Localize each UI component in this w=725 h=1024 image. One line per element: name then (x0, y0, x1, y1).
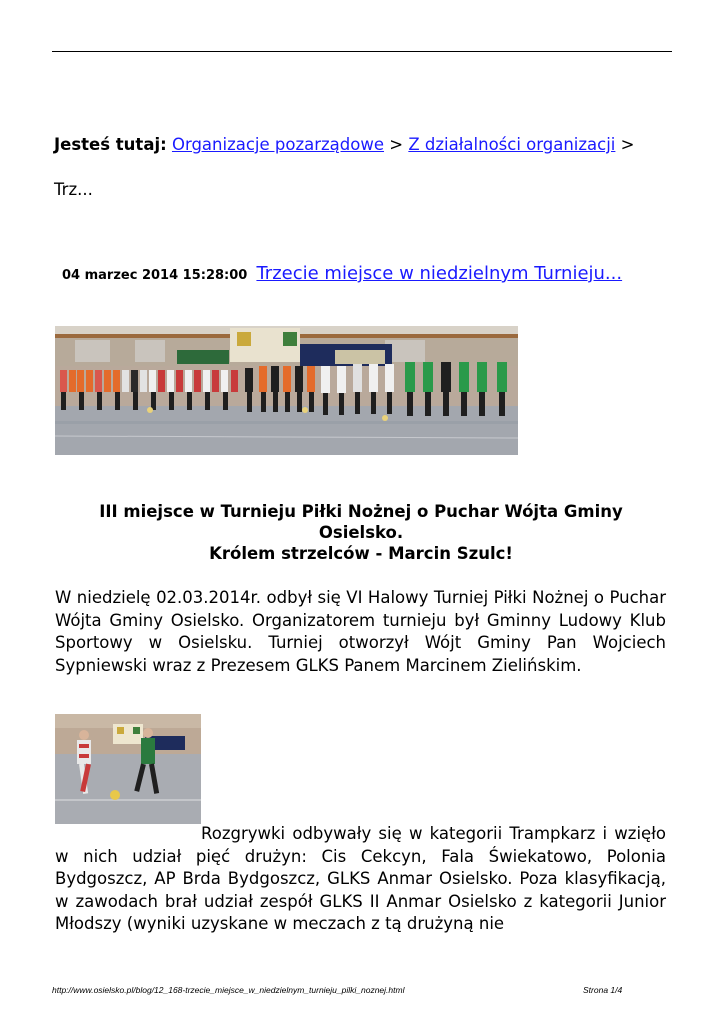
breadcrumb-current: Trz... (54, 180, 93, 199)
footer-page-number: Strona 1/4 (583, 985, 623, 995)
article-dateline (62, 263, 622, 284)
article-date: 04 marzec 2014 15:28:00 (62, 268, 248, 283)
breadcrumb-separator: > (620, 135, 635, 154)
article-paragraph-2: Rozgrywki odbywały się w kategorii Trampkarz i wzięło w nich udział pięć drużyn: Cis Cekcyn, Fala Świekatowo, Polonia Bydgoszcz, AP Brda Bydgoszcz, GLKS Anmar Osielsko. Poza klasyfikacją, w zawodach brał udział zespół GLKS II Anmar Osielsko z kategorii Junior Młodszy (wyniki uzyskane w meczach z tą drużyną nie (55, 824, 666, 933)
breadcrumb-separator: > (389, 135, 404, 154)
breadcrumb (54, 135, 634, 154)
match-photo (55, 714, 201, 824)
header-rule (52, 51, 672, 52)
article-paragraph-1: W niedzielę 02.03.2014r. odbył się VI Halowy Turniej Piłki Nożnej o Puchar Wójta Gminy Osielsko. Organizatorem turnieju był Gminny Ludowy Klub Sportowy w Osielsku. Turniej otworzył Wójt Gminy Pan Wojciech Sypniewski wraz z Prezesem GLKS Panem Marcinem Zielińskim. (55, 588, 666, 675)
article-headline (60, 501, 662, 564)
article-title-link[interactable]: Trzecie miejsce w niedzielnym Turnieju... (256, 263, 623, 284)
footer-url: http://www.osielsko.pl/blog/12_168-trzecie_miejsce_w_niedzielnym_turnieju_pilki_noznej.html (52, 985, 405, 995)
breadcrumb-link-organizacje[interactable]: Organizacje pozarządowe (171, 135, 385, 154)
headline-line-1: III miejsce w Turnieju Piłki Nożnej o Puchar Wójta Gminy Osielsko. (99, 502, 623, 542)
breadcrumb-label: Jesteś tutaj: (54, 135, 167, 154)
headline-line-2: Królem strzelców - Marcin Szulc! (209, 544, 513, 563)
team-photo (55, 326, 518, 455)
breadcrumb-link-dzialalnosc[interactable]: Z działalności organizacji (408, 135, 616, 154)
